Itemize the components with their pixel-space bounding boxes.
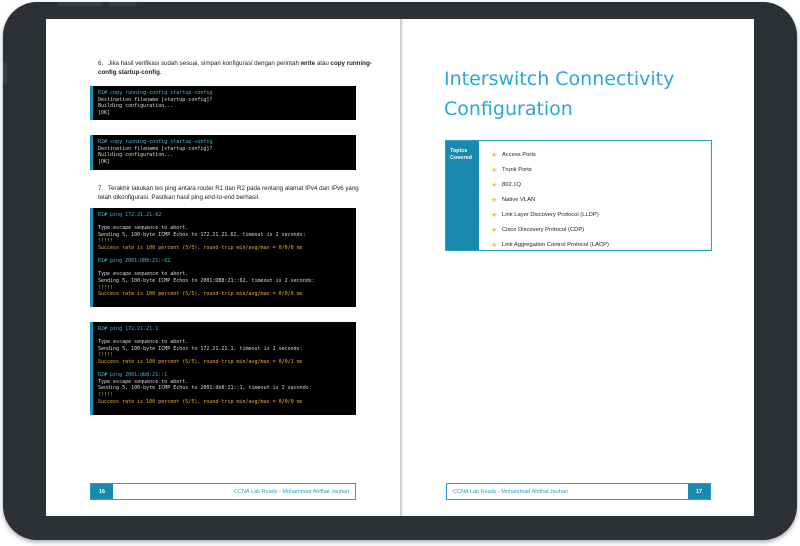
terminal-line: !!!!! bbox=[98, 391, 114, 398]
terminal-line: Building configuration... bbox=[98, 152, 174, 159]
terminal-line: Destination filename [startup-config]? bbox=[98, 96, 213, 103]
star-icon: ★ bbox=[491, 181, 498, 189]
step-7 bbox=[98, 185, 373, 202]
terminal-block-3 bbox=[90, 208, 356, 307]
terminal-line: Sending 5, 100-byte ICMP Echos to 172.21.21.1, timeout is 2 seconds: bbox=[98, 345, 303, 352]
terminal-line: Type escape sequence to abort. bbox=[98, 378, 189, 385]
star-icon: ★ bbox=[491, 241, 498, 249]
terminal-line: R1# copy running-config startup-config bbox=[98, 90, 213, 96]
terminal-line: Success rate is 100 percent (5/5), round-trip min/avg/max = 0/0/1 ms bbox=[98, 358, 303, 365]
terminal-line: Success rate is 100 percent (5/5), round-trip min/avg/max = 0/0/0 ms bbox=[98, 291, 303, 298]
star-icon: ★ bbox=[491, 211, 498, 219]
topics-list bbox=[479, 141, 711, 250]
topic-item bbox=[491, 177, 711, 192]
page-number: 16 bbox=[91, 484, 113, 499]
terminal-line: Building configuration... bbox=[98, 103, 174, 110]
chapter-title: Interswitch Connectivity Configuration bbox=[444, 68, 675, 120]
terminal-line: [OK] bbox=[98, 158, 111, 165]
terminal-line: Success rate is 100 percent (5/5), round-trip min/avg/max = 0/0/0 ms bbox=[98, 244, 303, 251]
star-icon: ★ bbox=[491, 226, 498, 234]
terminal-line: Destination filename [startup-config]? bbox=[98, 145, 213, 152]
star-icon: ★ bbox=[491, 196, 498, 204]
step-text: Jika hasil verifikasi sudah sesuai, simpan konfigurasi dengan perintah bbox=[108, 60, 301, 67]
topic-item bbox=[491, 222, 711, 237]
terminal-line: Success rate is 100 percent (5/5), round-trip min/avg/max = 0/0/0 ms bbox=[98, 398, 303, 405]
power-button bbox=[109, 2, 137, 6]
topic-item bbox=[491, 147, 711, 162]
page-footer bbox=[90, 483, 356, 500]
terminal-line bbox=[98, 366, 351, 373]
terminal-line bbox=[98, 333, 351, 340]
terminal-line: R2# ping 2001:db8:21::1 bbox=[98, 372, 168, 379]
terminal-line: Type escape sequence to abort. bbox=[98, 339, 189, 346]
terminal-line: Type escape sequence to abort. bbox=[98, 225, 189, 232]
terminal-line bbox=[98, 252, 351, 259]
topics-label: Topics Covered bbox=[446, 141, 479, 250]
star-icon: ★ bbox=[491, 151, 498, 159]
step-text: Terakhir lakukan tes ping antara router R1 dan R2 pada rentang alamat IPv4 dan IPv6 yang telah dikonfigurasi. Pastikan hasil ping end-to-end berhasil. bbox=[98, 185, 359, 201]
side-button bbox=[3, 62, 7, 84]
topics-box bbox=[445, 140, 712, 251]
terminal-line: R2# copy running-config startup-config bbox=[98, 139, 213, 145]
terminal-block-2 bbox=[90, 135, 356, 170]
topic-label: 802.1Q bbox=[502, 181, 522, 188]
page-number: 17 bbox=[688, 484, 710, 499]
topic-label: Cisco Discovery Protocol (CDP) bbox=[502, 226, 585, 233]
footer-text: CCNA Lab Ready - Mohammad Ahlfhal Jauhari bbox=[234, 488, 349, 495]
terminal-block-1 bbox=[90, 86, 356, 120]
terminal-block-4 bbox=[90, 322, 356, 415]
step-number: 7. bbox=[98, 185, 104, 192]
terminal-line bbox=[98, 265, 351, 272]
star-icon: ★ bbox=[491, 166, 498, 174]
page-footer bbox=[446, 483, 711, 500]
topic-item bbox=[491, 207, 711, 222]
footer-text: CCNA Lab Ready - Mohammad Ahlfhal Jauhari bbox=[453, 488, 568, 495]
terminal-line: R2# ping 172.21.21.1 bbox=[98, 326, 159, 332]
step-number: 6. bbox=[98, 60, 104, 67]
topic-item bbox=[491, 237, 711, 252]
tablet-frame bbox=[3, 2, 797, 540]
terminal-line: !!!!! bbox=[98, 352, 114, 359]
terminal-line: Sending 5, 100-byte ICMP Echos to 172.21.21.62, timeout is 2 seconds: bbox=[98, 231, 306, 238]
terminal-line: R1# ping 172.21.21.62 bbox=[98, 212, 162, 218]
topic-item bbox=[491, 162, 711, 177]
terminal-line bbox=[98, 219, 351, 226]
topic-label: Link Aggregation Control Protocol (LACP) bbox=[502, 241, 609, 248]
topic-item bbox=[491, 192, 711, 207]
step-text-bold: copy running-config startup-config bbox=[98, 60, 372, 76]
volume-button bbox=[58, 2, 103, 6]
topic-label: Trunk Ports bbox=[502, 166, 532, 173]
terminal-line: [OK] bbox=[98, 109, 111, 116]
right-page bbox=[403, 19, 754, 516]
terminal-line: R1# ping 2001:DB8:21::62 bbox=[98, 258, 171, 265]
step-6 bbox=[98, 60, 373, 77]
topic-label: Native VLAN bbox=[502, 196, 536, 203]
topic-label: Access Ports bbox=[502, 151, 536, 158]
terminal-line: Sending 5, 100-byte ICMP Echos to 2001:db8:21::1, timeout is 2 seconds: bbox=[98, 385, 312, 392]
terminal-line: !!!!! bbox=[98, 284, 114, 291]
terminal-line: !!!!! bbox=[98, 238, 114, 245]
topic-label: Link Layer Discovery Protocol (LLDP) bbox=[502, 211, 599, 218]
step-text-bold: write bbox=[300, 60, 316, 67]
left-page bbox=[46, 19, 400, 516]
step-text: atau bbox=[315, 60, 331, 67]
step-text: . bbox=[159, 68, 162, 76]
terminal-line: Sending 5, 100-byte ICMP Echos to 2001:DB8:21::62, timeout is 2 seconds: bbox=[98, 277, 315, 284]
terminal-line: Type escape sequence to abort. bbox=[98, 271, 189, 278]
